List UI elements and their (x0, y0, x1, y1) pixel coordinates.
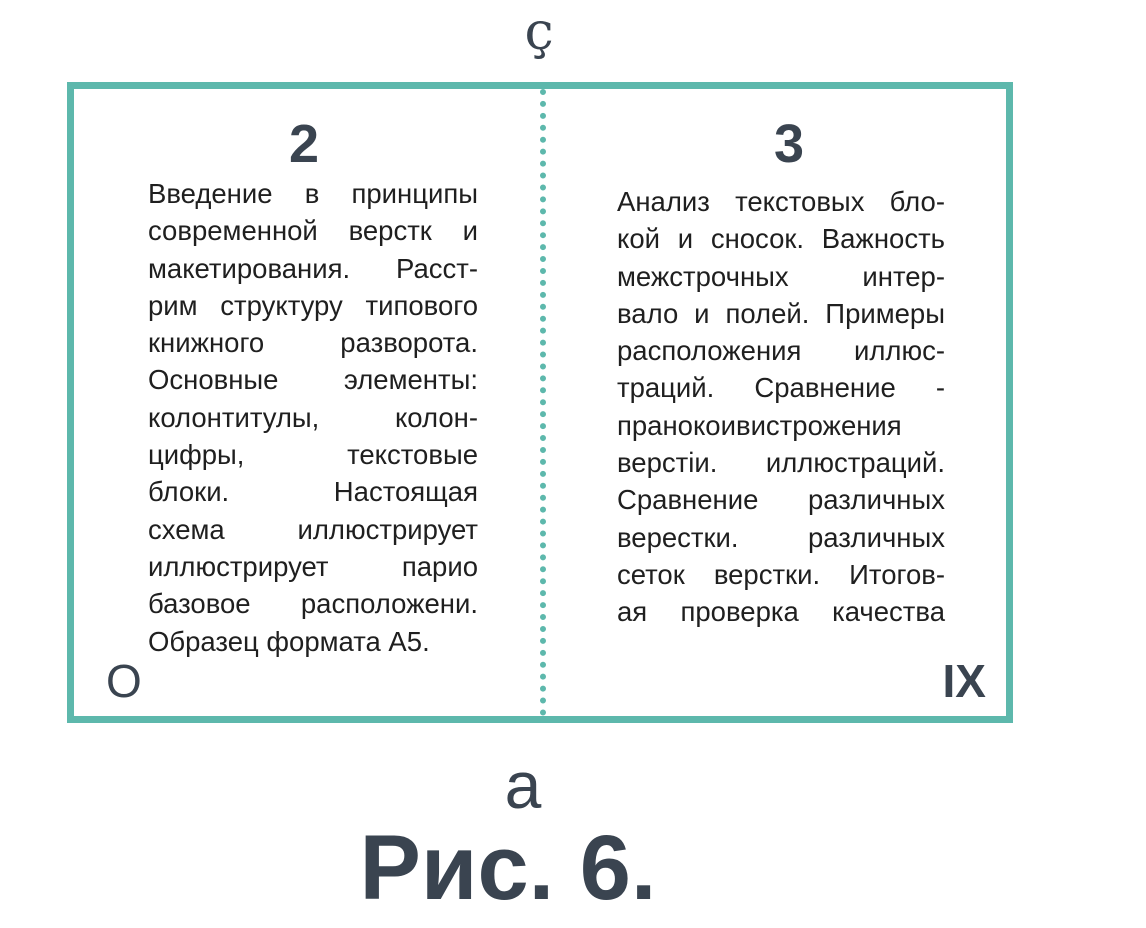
text-line: пранокоивистрожения (617, 409, 902, 441)
text-line: цифры, текстовые (148, 439, 478, 471)
text-line: ая проверка качества (617, 596, 945, 628)
text-line: Сравнение различных (617, 484, 945, 516)
text-line: Анализ текстовых бло- (617, 186, 945, 217)
text-line: Введение в принципы (148, 178, 478, 209)
text-line: Основные элементы: (148, 364, 478, 396)
right-corner-label: IX (942, 655, 986, 707)
text-line: верстіи. иллюстраций. (617, 447, 945, 479)
left-corner-label: O (106, 655, 142, 707)
text-line: иллюстрирует парио (148, 550, 478, 582)
text-line: книжного разворота. (148, 327, 478, 359)
right-page-number: 3 (773, 114, 805, 174)
text-line: межстрочных интер- (617, 260, 945, 292)
text-line: верестки. различных (617, 521, 945, 553)
text-line: расположения иллюс- (617, 335, 945, 367)
text-line: вало и полей. Примеры (617, 297, 945, 329)
text-line: Образец формата А5. (148, 625, 430, 657)
text-line: кой и сносок. Важность (617, 223, 945, 255)
right-page-text (617, 183, 945, 631)
left-page-number: 2 (288, 114, 320, 174)
top-mark: ç (524, 2, 554, 62)
text-line: современной верстк и (148, 215, 478, 247)
text-line: колонтитулы, колон- (148, 401, 478, 433)
text-line: рим структуру типового (148, 289, 478, 321)
text-line: сеток верстки. Итогов- (617, 558, 945, 590)
left-page-text (148, 175, 478, 660)
spine-divider (540, 89, 546, 716)
figure-caption: Рис. 6. (359, 817, 657, 919)
book-spread-frame (67, 82, 1013, 723)
text-line: блоки. Настоящая (148, 476, 478, 508)
text-line: схема иллюстрирует (148, 513, 478, 545)
bottom-mark: a (504, 748, 542, 822)
text-line: базовое расположени. (148, 588, 478, 620)
text-line: траций. Сравнение - (617, 372, 945, 404)
text-line: макетирования. Расст- (148, 252, 478, 284)
